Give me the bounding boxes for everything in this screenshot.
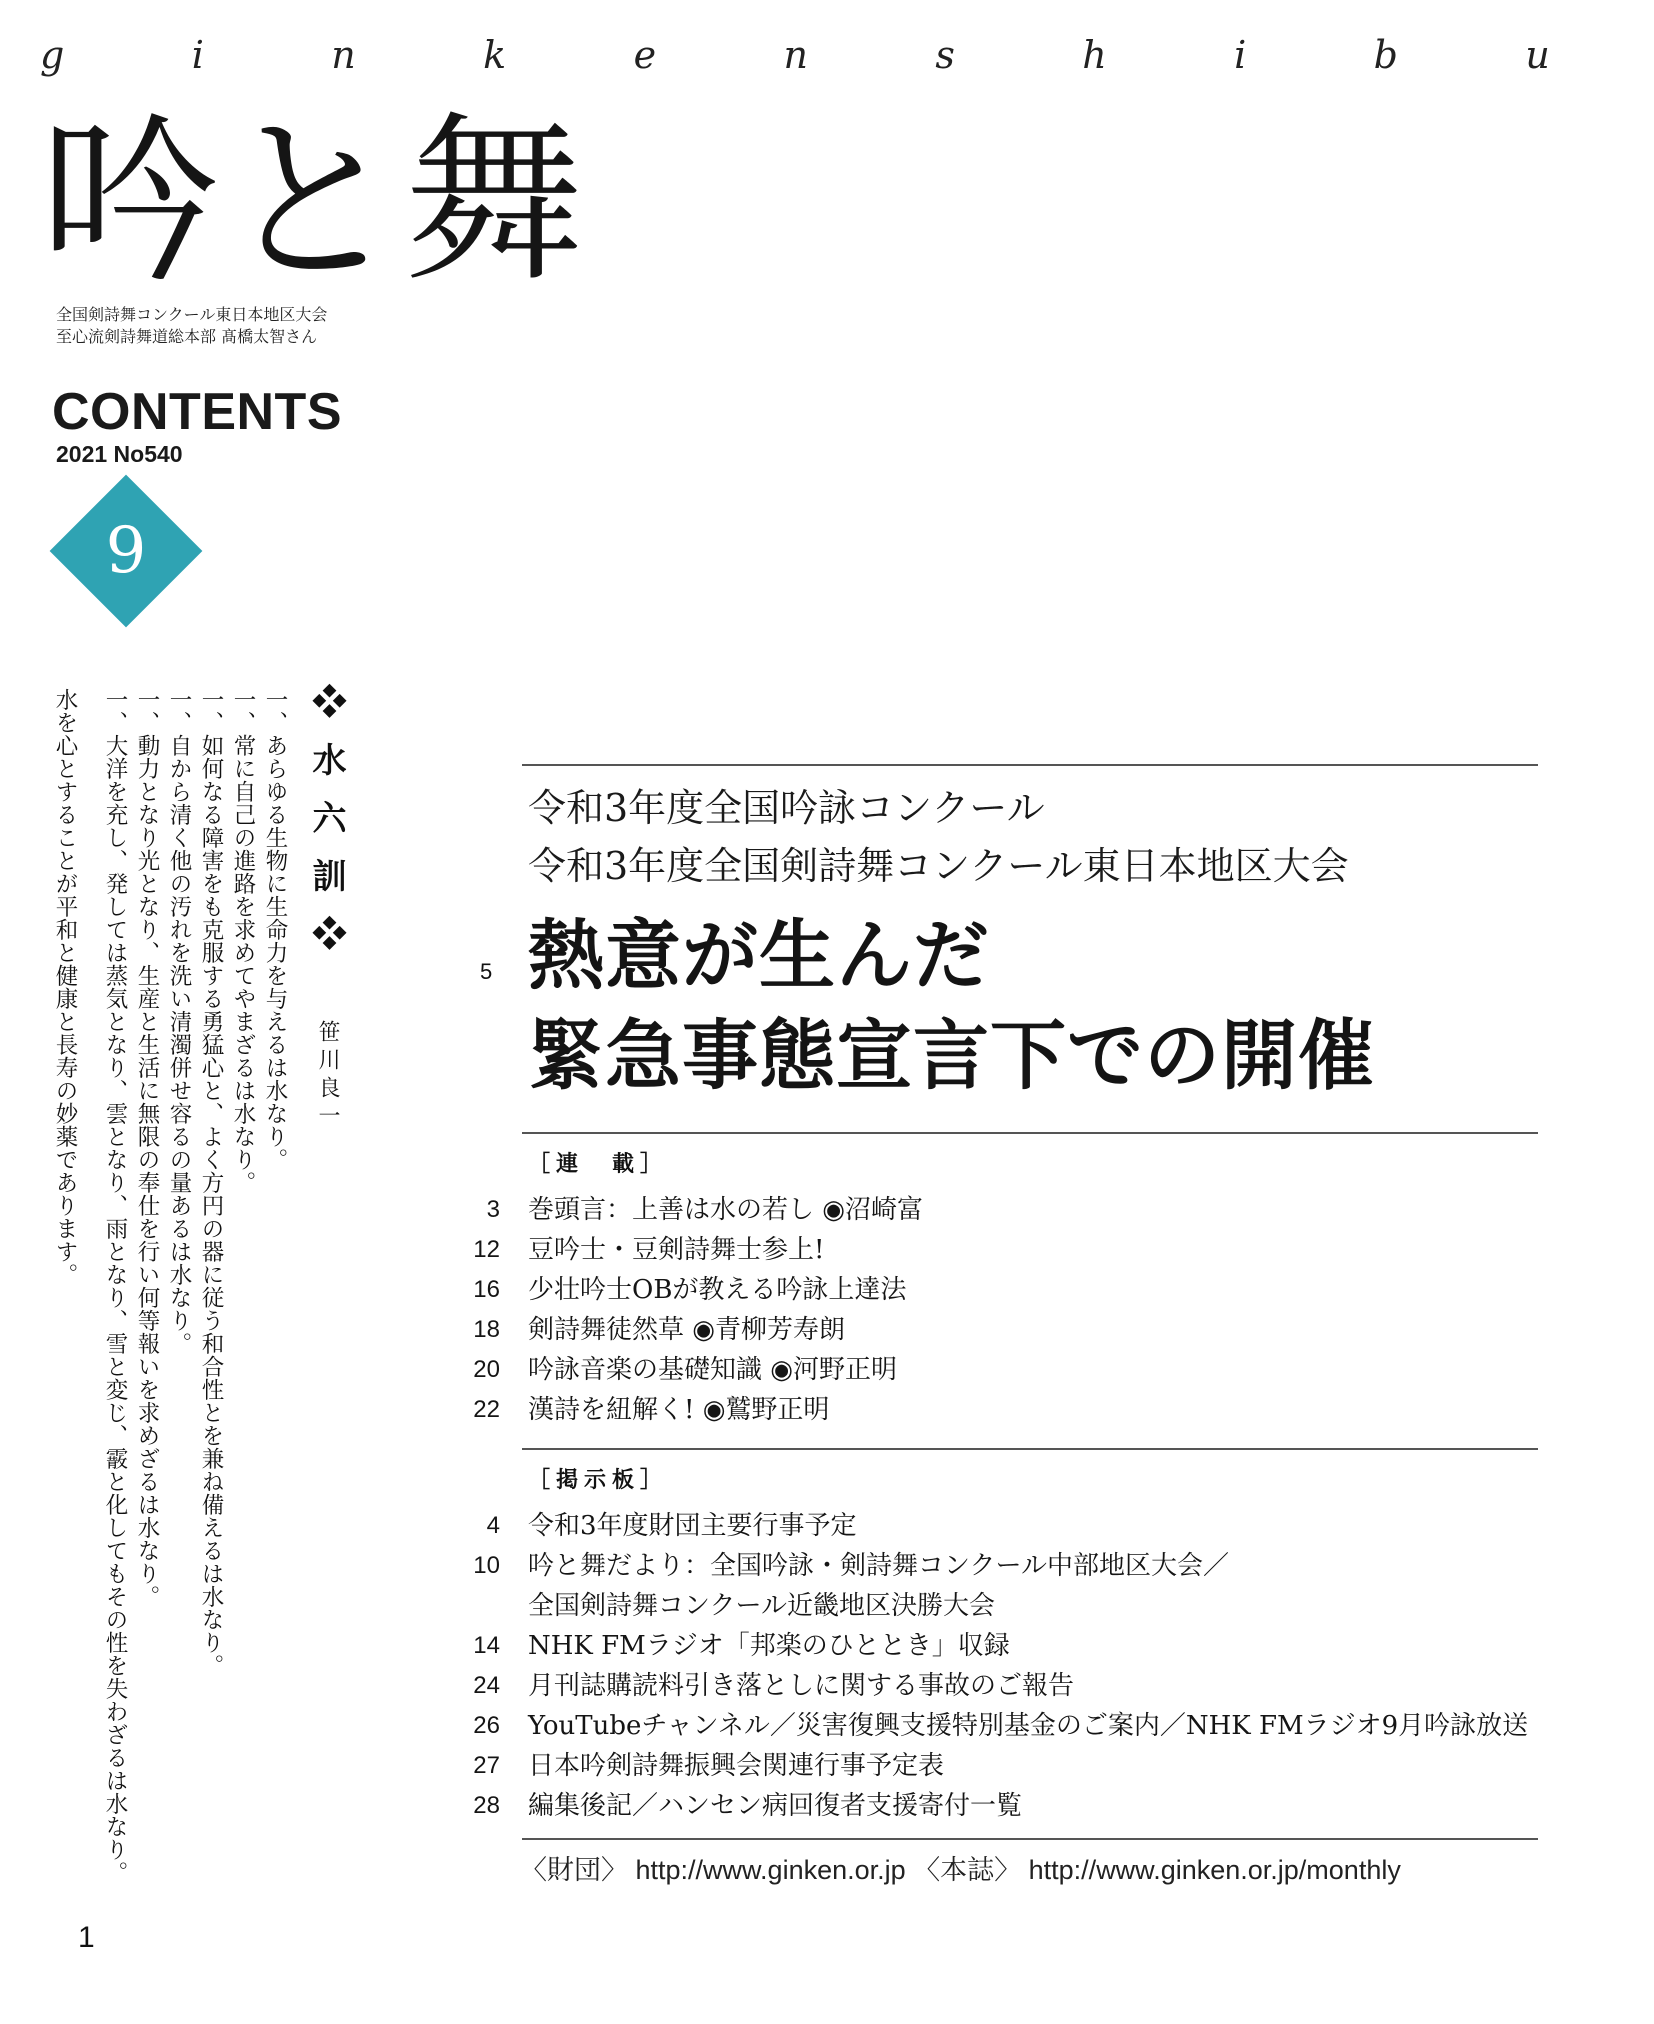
toc-title: 令和3年度財団主要行事予定 — [528, 1511, 857, 1541]
toc-page: 3 — [486, 1196, 500, 1223]
toc-title: 吟と舞だより：全国吟詠・剣詩舞コンクール中部地区大会／ — [528, 1551, 1229, 1581]
toc-page: 10 — [473, 1552, 500, 1579]
romaji-letter: s — [935, 33, 955, 77]
romaji-letter: h — [1082, 33, 1107, 77]
romaji-header — [40, 30, 1550, 80]
cover-caption-line: 至心流剣詩舞道総本部 髙橋太智さん — [56, 327, 318, 346]
toc-page: 18 — [473, 1316, 500, 1343]
romaji-letter: u — [1525, 33, 1550, 77]
feature-title-line: 緊急事態宣言下での開催 — [528, 1011, 1375, 1100]
toc-title: 日本吟剣詩舞振興会関連行事予定表 — [528, 1751, 945, 1781]
feature-page-number: 5 — [480, 959, 493, 984]
divider-rule — [522, 1448, 1538, 1450]
divider-rule — [522, 764, 1538, 766]
toc-title: 巻頭言：上善は水の若し ◉沼崎富 — [528, 1195, 923, 1225]
toc-title: 全国剣詩舞コンクール近畿地区決勝大会 — [528, 1591, 995, 1621]
toc-item[interactable] — [440, 1586, 1540, 1626]
feature-subtitle: 令和3年度全国吟詠コンクール — [528, 786, 1045, 830]
sidebar-heading: ❖水六訓❖ — [306, 684, 346, 974]
romaji-letter: i — [191, 33, 204, 77]
toc-page: 12 — [473, 1236, 500, 1263]
romaji-letter: g — [40, 33, 65, 77]
cover-caption-line: 全国剣詩舞コンクール東日本地区大会 — [56, 305, 328, 324]
feature-title-line: 熱意が生んだ — [528, 911, 990, 1000]
romaji-letter: k — [483, 33, 507, 77]
toc-item[interactable] — [440, 1390, 1540, 1430]
toc-item[interactable] — [440, 1786, 1540, 1826]
toc-title: NHK FMラジオ「邦楽のひととき」収録 — [528, 1631, 1010, 1661]
toc-item[interactable] — [440, 1626, 1540, 1666]
divider-rule — [522, 1132, 1538, 1134]
toc-item[interactable] — [440, 1350, 1540, 1390]
toc-item[interactable] — [440, 1546, 1540, 1586]
sidebar-line: 一、動力となり光となり、生産と生活に無限の奉仕を行い何等報いを求めざるは水なり。 — [134, 688, 160, 1608]
toc-page: 20 — [473, 1356, 500, 1383]
toc-title: 漢詩を紐解く! ◉鷲野正明 — [528, 1395, 830, 1425]
toc-title: YouTubeチャンネル／災害復興支援特別基金のご案内／NHK FMラジオ9月吟詠放送 — [528, 1711, 1529, 1741]
toc-item[interactable] — [440, 1706, 1540, 1746]
toc-page: 24 — [473, 1672, 500, 1699]
toc-item[interactable] — [440, 1506, 1540, 1546]
toc-title: 吟詠音楽の基礎知識 ◉河野正明 — [528, 1355, 897, 1385]
month-number: 9 — [105, 514, 147, 588]
sidebar-line: 一、自から清く他の汚れを洗い清濁併せ容るの量あるは水なり。 — [166, 688, 192, 1355]
toc-page: 26 — [473, 1712, 500, 1739]
serial-list — [440, 1190, 1540, 1430]
issue-number: 2021 No540 — [56, 441, 183, 467]
romaji-letter: i — [1234, 33, 1247, 77]
toc-page: 14 — [473, 1632, 500, 1659]
sidebar-line: 一、常に自己の進路を求めてやまざるは水なり。 — [230, 688, 256, 1194]
toc-item[interactable] — [440, 1746, 1540, 1786]
toc-page — [440, 1586, 500, 1626]
divider-rule — [522, 1838, 1538, 1840]
toc-title: 豆吟士・豆剣詩舞士参上! — [528, 1235, 825, 1265]
romaji-letter: b — [1373, 33, 1398, 77]
toc-page: 27 — [473, 1752, 500, 1779]
sidebar-author: 笹川良一 — [315, 1020, 340, 1132]
serial-heading: ［連 載］ — [528, 1152, 669, 1177]
sidebar-line: 一、如何なる障害をも克服する勇猛心と、よく方円の器に従う和合性とを兼ね備えるは水なり。 — [198, 688, 224, 1677]
cover-caption — [56, 304, 327, 348]
toc-item[interactable] — [440, 1270, 1540, 1310]
toc-title: 剣詩舞徒然草 ◉青柳芳寿朗 — [528, 1315, 845, 1345]
sidebar-line: 一、あらゆる生物に生命力を与えるは水なり。 — [262, 688, 288, 1171]
page-number: 1 — [78, 1921, 95, 1954]
toc-page: 28 — [473, 1792, 500, 1819]
romaji-letter: n — [331, 33, 356, 77]
toc-page: 4 — [486, 1512, 500, 1539]
feature-subtitle: 令和3年度全国剣詩舞コンクール東日本地区大会 — [528, 844, 1349, 888]
romaji-letter: e — [633, 33, 657, 77]
contents-title: CONTENTS — [52, 383, 342, 441]
sidebar-line: 一、大洋を充し、発しては蒸気となり、雲となり、雨となり、雪と変じ、霰と化してもその性を失わざるは水なり。 — [102, 688, 128, 1884]
toc-title: 編集後記／ハンセン病回復者支援寄付一覧 — [528, 1791, 1023, 1821]
toc-title: 月刊誌購読料引き落としに関する事故のご報告 — [528, 1671, 1075, 1701]
toc-item[interactable] — [440, 1310, 1540, 1350]
magazine-title: 吟と舞 — [40, 98, 587, 307]
toc-item[interactable] — [440, 1666, 1540, 1706]
toc-page: 22 — [473, 1396, 500, 1423]
board-heading: ［掲示板］ — [528, 1468, 669, 1493]
toc-title: 少壮吟士OBが教える吟詠上達法 — [528, 1275, 907, 1305]
toc-item[interactable] — [440, 1230, 1540, 1270]
toc-page: 16 — [473, 1276, 500, 1303]
romaji-letter: n — [783, 33, 808, 77]
board-list — [440, 1506, 1540, 1826]
toc-item[interactable] — [440, 1190, 1540, 1230]
feature-title — [528, 906, 1375, 1106]
website-urls[interactable]: 〈財団〉 http://www.ginken.or.jp 〈本誌〉 http://www.ginken.or.jp/monthly — [520, 1855, 1401, 1885]
sidebar-line: 水を心とすることが平和と健康と長寿の妙薬であります。 — [52, 688, 78, 1286]
